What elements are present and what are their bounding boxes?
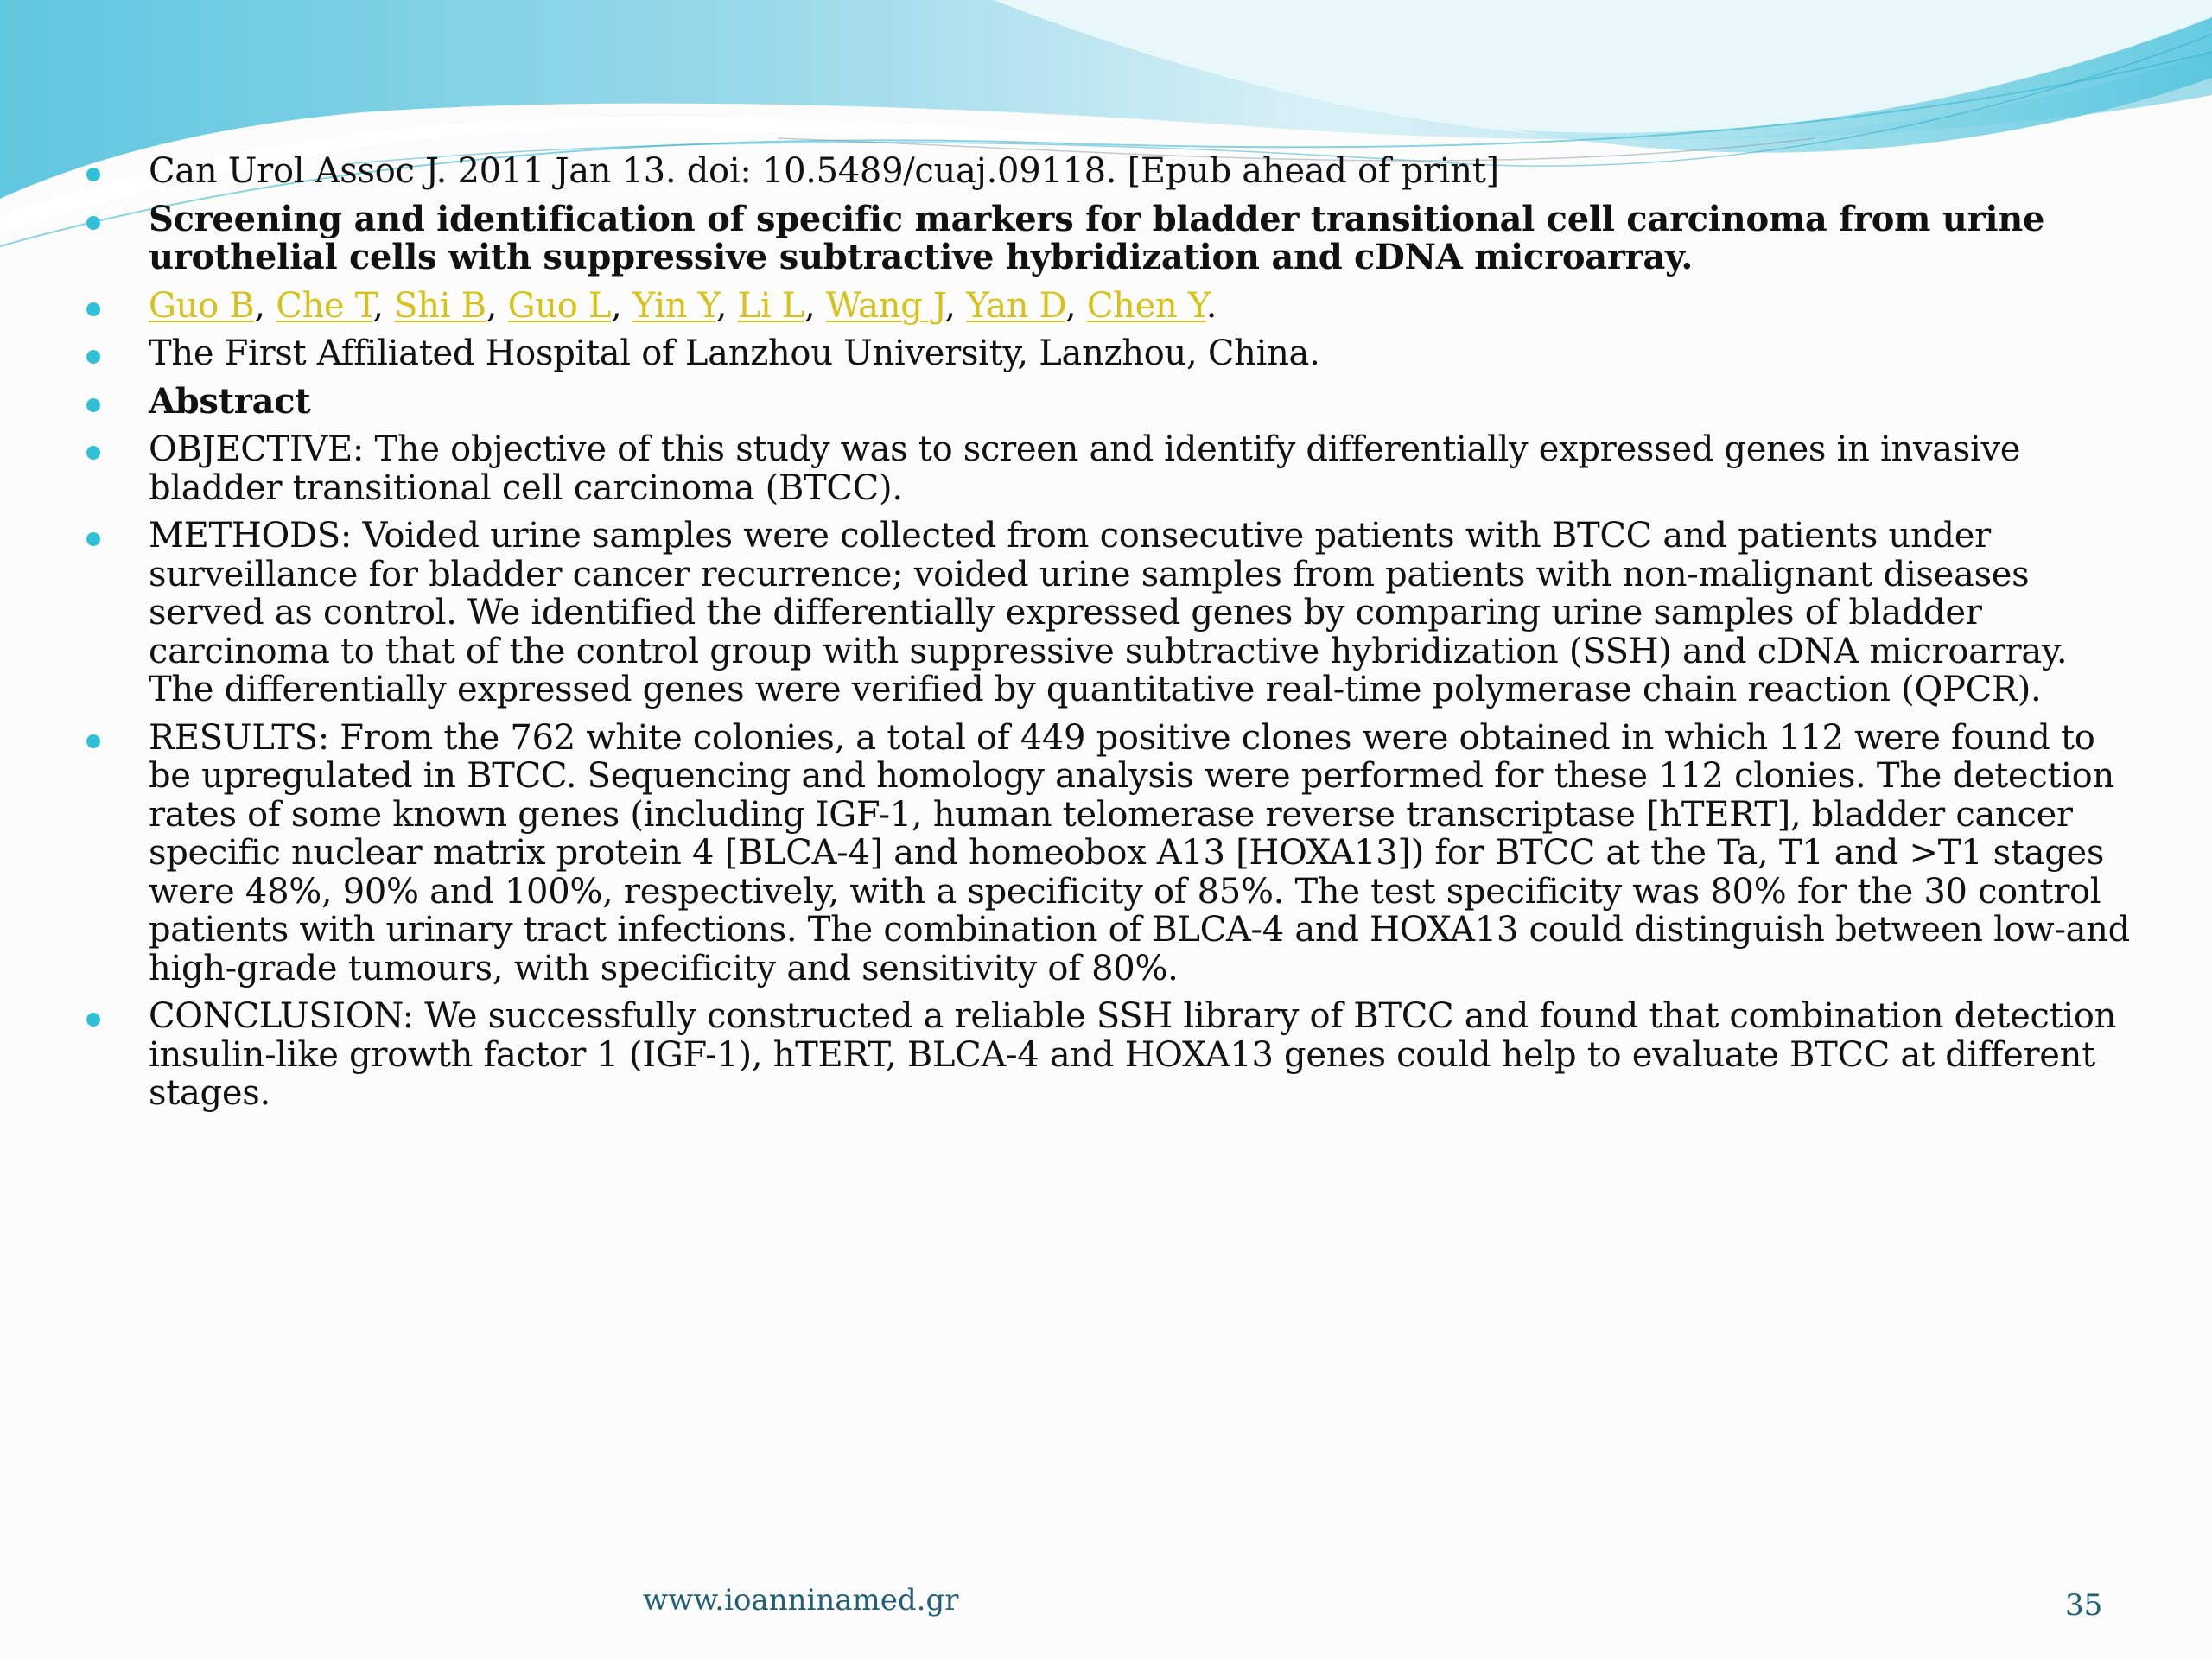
affiliation-bullet (83, 334, 2139, 373)
author-link[interactable]: Li L (737, 285, 805, 326)
footer-url[interactable]: www.ioanninamed.gr (643, 1583, 959, 1618)
author-link[interactable]: Yin Y (632, 285, 716, 326)
author-link[interactable]: Wang J (825, 285, 945, 326)
author-link[interactable]: Che T (276, 285, 373, 326)
methods-text: METHODS: Voided urine samples were collected from consecutive patients with BTCC and patients under surveillance for bladder cancer recurrence; voided urine samples from patients with non-malignant diseases served as control. We identified the differentially expressed genes by comparing urine samples of bladder carcinoma to that of the control group with suppressive subtractive hybridization (SSH) and cDNA microarray. The differentially expressed genes were verified by quantitative real-time polymerase chain reaction (QPCR). (149, 516, 2068, 709)
bullet-marker (86, 1013, 100, 1027)
results-bullet (83, 719, 2139, 988)
affiliation-text: The First Affiliated Hospital of Lanzhou University, Lanzhou, China. (149, 334, 1320, 373)
bullet-marker (86, 398, 100, 412)
abstract-heading: Abstract (149, 380, 311, 422)
results-text: RESULTS: From the 762 white colonies, a total of 449 positive clones were obtained in which 112 were found to be upregulated in BTCC. Sequencing and homology analysis were performed for these 112 clonies. The detection rates of some known genes (including IGF-1, human telomerase reverse transcriptase [hTERT], bladder cancer specific nuclear matrix protein 4 [BLCA-4] and homeobox A13 [HOXA13]) for BTCC at the Ta, T1 and >T1 stages were 48%, 90% and 100%, respectively, with a specificity of 85%. The test specificity was 80% for the 30 control patients with urinary tract infections. The combination of BLCA-4 and HOXA13 could distinguish between low-and high-grade tumours, with specificity and sensitivity of 80%. (149, 717, 2130, 988)
citation-bullet (83, 152, 2139, 191)
bullet-marker (86, 446, 100, 460)
methods-bullet (83, 517, 2139, 709)
content-bullet-list (83, 152, 2139, 1122)
title-bullet (83, 200, 2139, 277)
bullet-marker (86, 168, 100, 181)
bullet-marker (86, 532, 100, 546)
bullet-marker (86, 734, 100, 748)
objective-bullet (83, 430, 2139, 507)
author-link[interactable]: Yan D (966, 285, 1065, 326)
article-title: Screening and identification of specific markers for bladder transitional cell carcinoma from urine urothelial cells with suppressive subtractive hybridization and cDNA microarray. (149, 198, 2045, 277)
authors-list: Guo B, Che T, Shi B, Guo L, Yin Y, Li L, Wang J, Yan D, Chen Y. (149, 285, 1217, 326)
author-link[interactable]: Guo L (507, 285, 612, 326)
objective-text: OBJECTIVE: The objective of this study was to screen and identify differentially expressed genes in invasive bladder transitional cell carcinoma (BTCC). (149, 429, 2021, 508)
author-link[interactable]: Chen Y (1086, 285, 1206, 326)
conclusion-bullet (83, 997, 2139, 1113)
bullet-marker (86, 302, 100, 316)
conclusion-text: CONCLUSION: We successfully constructed a reliable SSH library of BTCC and found that combination detection insulin-like growth factor 1 (IGF-1), hTERT, BLCA-4 and HOXA13 genes could help to evaluate BTCC at different stages. (149, 996, 2117, 1113)
author-link[interactable]: Guo B (149, 285, 255, 326)
authors-bullet (83, 287, 2139, 326)
bullet-marker (86, 216, 100, 230)
slide-number: 35 (2065, 1588, 2103, 1623)
citation-text: Can Urol Assoc J. 2011 Jan 13. doi: 10.5489/cuaj.09118. [Epub ahead of print] (149, 151, 1499, 191)
author-link[interactable]: Shi B (394, 285, 486, 326)
bullet-marker (86, 350, 100, 364)
abstract-heading-bullet (83, 380, 2139, 422)
